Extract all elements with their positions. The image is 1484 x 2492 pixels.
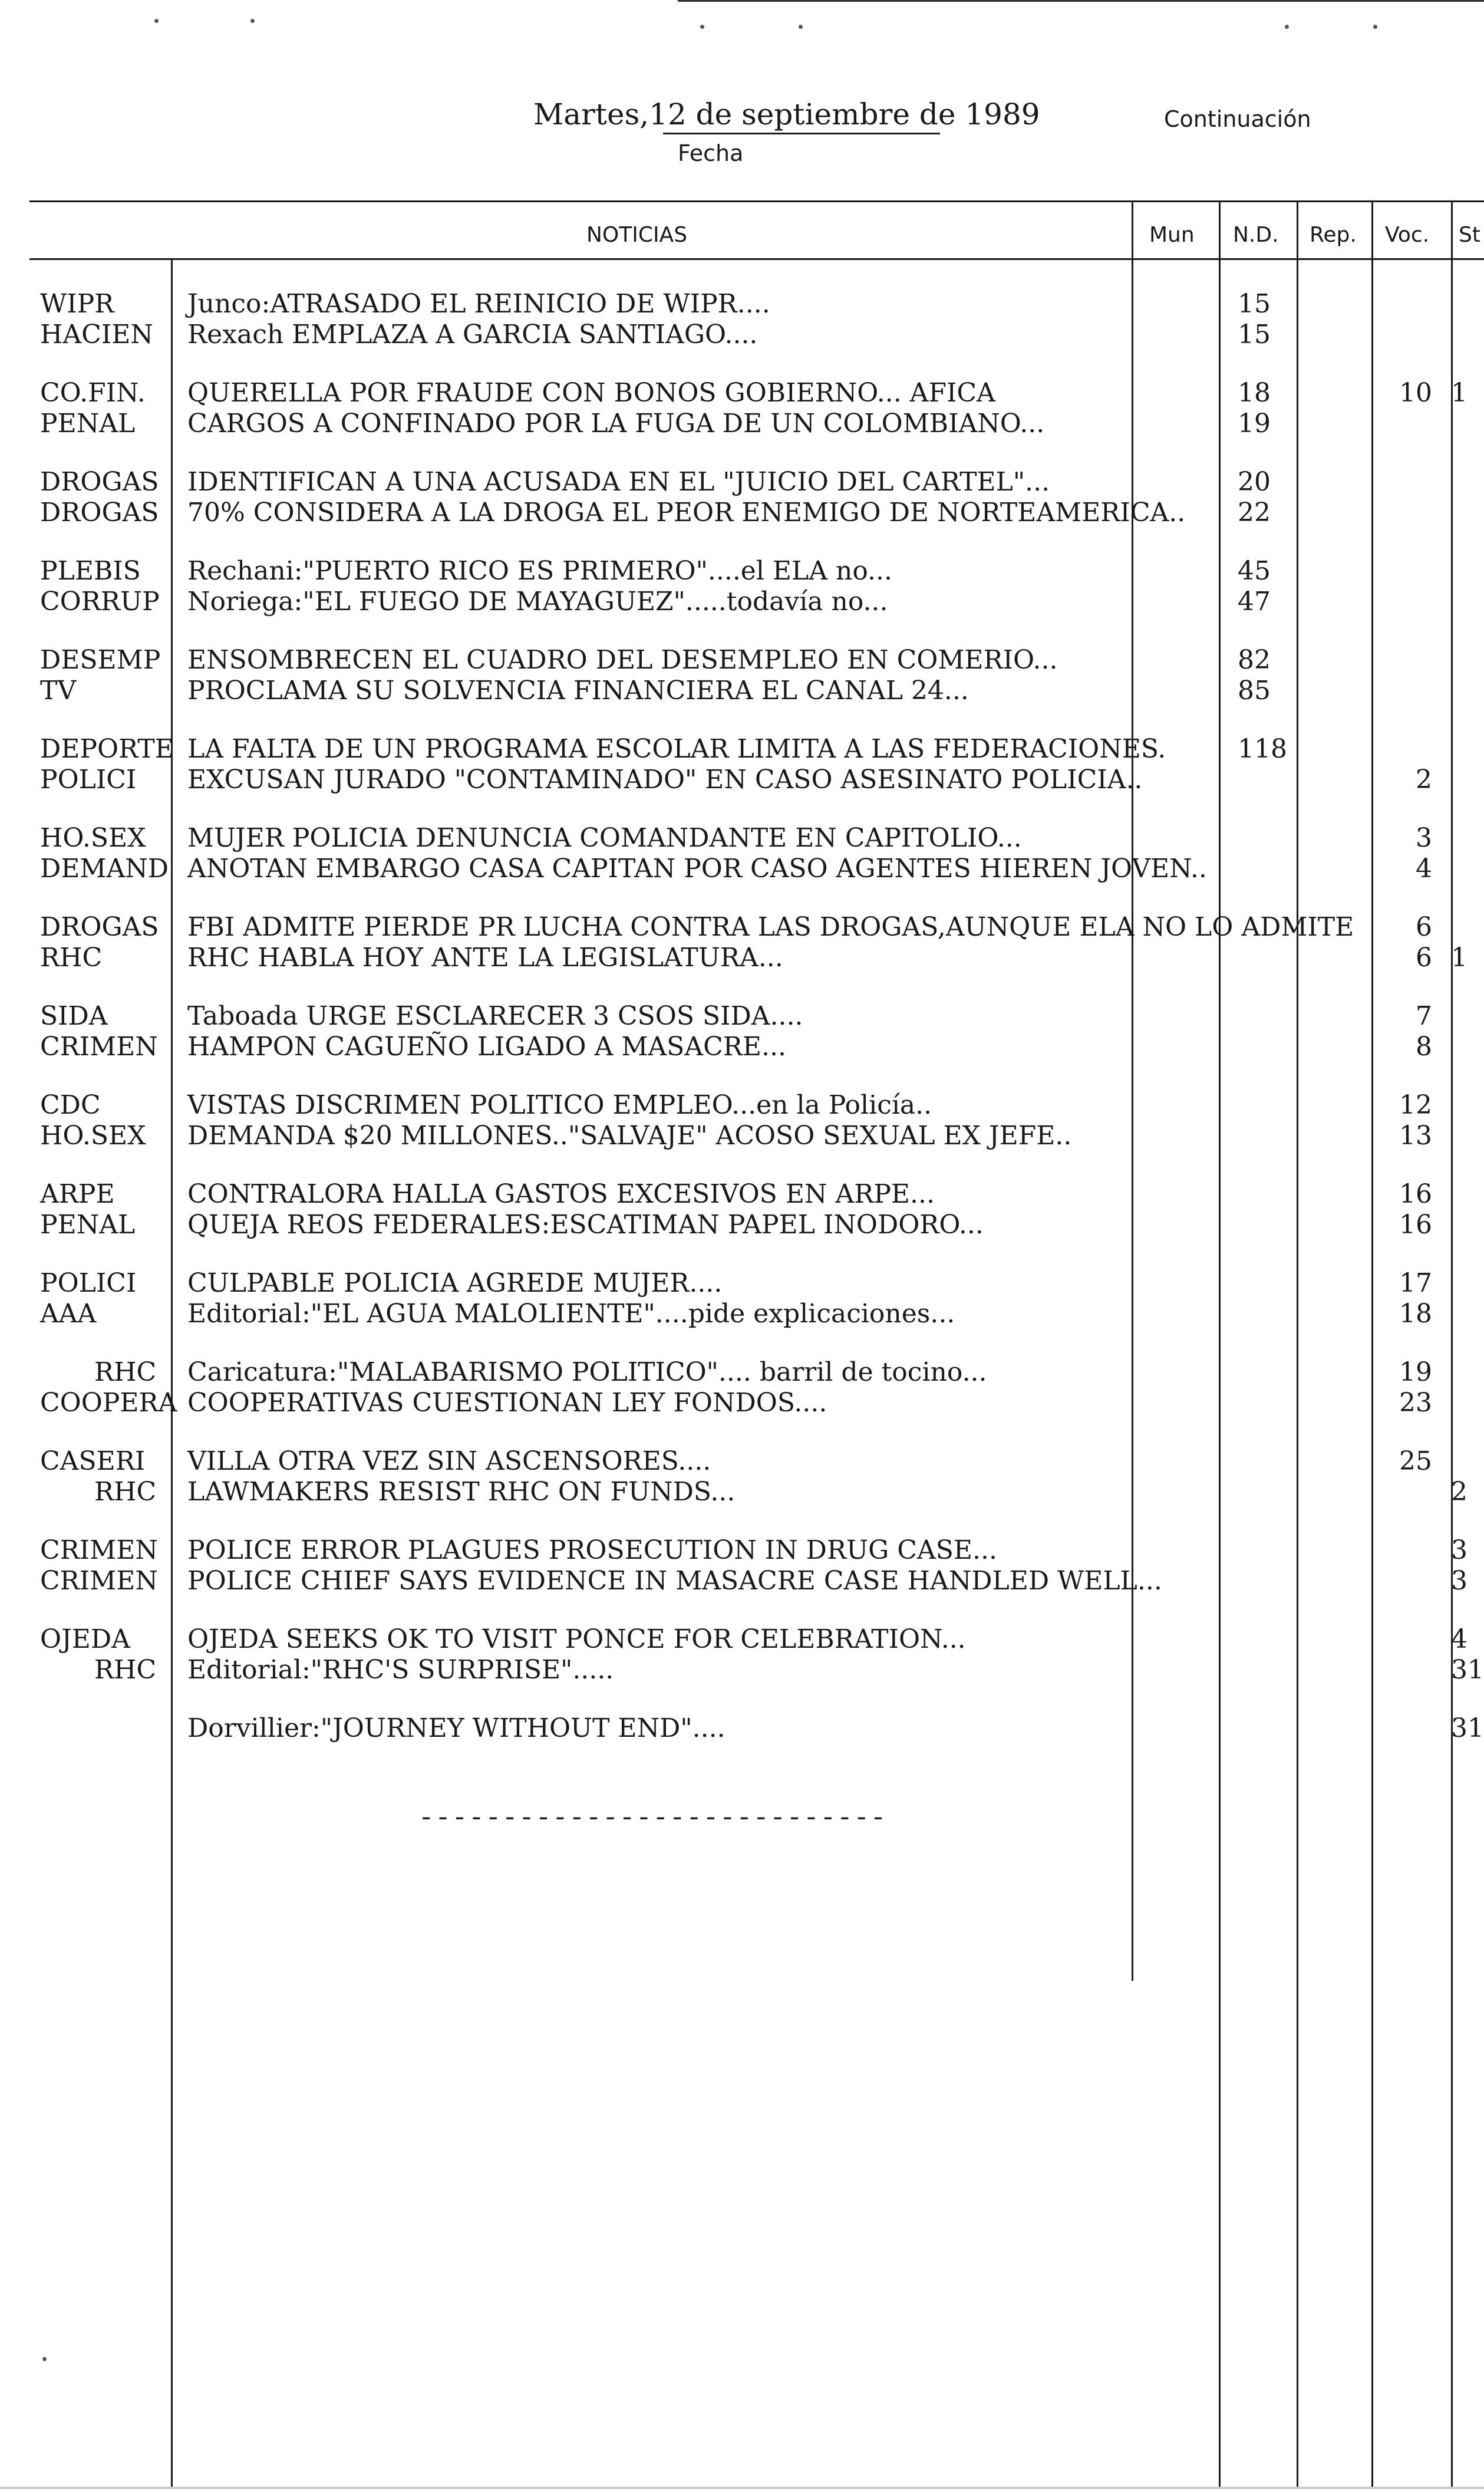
table-row (0, 1624, 1484, 1655)
row-headline: LA FALTA DE UN PROGRAMA ESCOLAR LIMITA A LAS FEDERACIONES. (187, 734, 1166, 764)
table-row (0, 645, 1484, 676)
row-category: PENAL (40, 1210, 136, 1240)
table-row (0, 1357, 1484, 1388)
row-headline: VILLA OTRA VEZ SIN ASCENSORES.... (187, 1446, 711, 1476)
row-category: CDC (40, 1090, 101, 1120)
row-headline: 70% CONSIDERA A LA DROGA EL PEOR ENEMIGO DE NORTEAMERICA.. (187, 498, 1186, 528)
row-voc-page: 17 (1399, 1268, 1432, 1298)
row-category: CASERI (40, 1446, 146, 1476)
row-nd-page: 47 (1238, 587, 1271, 617)
table-row (0, 1535, 1484, 1566)
table-row (0, 556, 1484, 587)
row-st-page: 31 (1451, 1713, 1484, 1743)
table-row (0, 1388, 1484, 1418)
table-row (0, 587, 1484, 617)
row-voc-page: 2 (1416, 765, 1432, 795)
table-row (0, 409, 1484, 439)
row-category: DEPORTE (40, 734, 174, 764)
row-st-page: 1 (1451, 378, 1467, 408)
row-category: WIPR (40, 289, 114, 319)
voc-column-divider (1371, 200, 1373, 2487)
row-headline: FBI ADMITE PIERDE PR LUCHA CONTRA LAS DROGAS,AUNQUE ELA NO LO ADMITE (187, 912, 1354, 942)
row-headline: CULPABLE POLICIA AGREDE MUJER.... (187, 1268, 723, 1298)
date-heading: Martes,12 de septiembre de 1989 (533, 97, 1040, 131)
scan-dot (799, 25, 803, 29)
row-voc-page: 8 (1416, 1032, 1432, 1062)
table-row (0, 1210, 1484, 1240)
row-headline: Editorial:"RHC'S SURPRISE"..... (187, 1655, 614, 1685)
row-nd-page: 118 (1238, 734, 1287, 764)
column-header-st: St (1459, 223, 1480, 247)
row-headline: OJEDA SEEKS OK TO VISIT PONCE FOR CELEBRATION... (187, 1624, 966, 1654)
row-headline: POLICE ERROR PLAGUES PROSECUTION IN DRUG CASE... (187, 1535, 997, 1565)
table-row (0, 854, 1484, 884)
row-category: DEMAND (40, 854, 169, 884)
column-header-mun: Mun (1149, 223, 1195, 247)
row-voc-page: 13 (1399, 1121, 1432, 1151)
row-headline: CONTRALORA HALLA GASTOS EXCESIVOS EN ARPE... (187, 1179, 935, 1209)
scan-dot (1373, 25, 1377, 29)
table-row (0, 378, 1484, 409)
row-category: CO.FIN. (40, 378, 146, 408)
row-headline: Noriega:"EL FUEGO DE MAYAGUEZ".....todavía no... (187, 587, 888, 617)
row-st-page: 31 (1451, 1655, 1484, 1685)
row-category: HO.SEX (40, 823, 146, 853)
scan-dot (154, 19, 159, 23)
row-category: OJEDA (40, 1624, 130, 1654)
row-st-page: 2 (1451, 1477, 1467, 1507)
row-category: DESEMP (40, 645, 161, 675)
row-headline: COOPERATIVAS CUESTIONAN LEY FONDOS.... (187, 1388, 827, 1418)
row-category: HACIEN (40, 320, 153, 350)
table-row (0, 320, 1484, 350)
row-headline: IDENTIFICAN A UNA ACUSADA EN EL "JUICIO DEL CARTEL"... (187, 467, 1050, 497)
table-row (0, 1299, 1484, 1329)
table-row (0, 1566, 1484, 1596)
row-headline: QUEJA REOS FEDERALES:ESCATIMAN PAPEL INODORO... (187, 1210, 984, 1240)
column-header-rep: Rep. (1310, 223, 1357, 247)
row-headline: MUJER POLICIA DENUNCIA COMANDANTE EN CAPITOLIO... (187, 823, 1022, 853)
row-st-page: 3 (1451, 1535, 1467, 1565)
table-header-rule (29, 258, 1484, 260)
row-headline: Rechani:"PUERTO RICO ES PRIMERO"....el ELA no... (187, 556, 893, 586)
scan-dot (42, 2357, 47, 2361)
row-category: CORRUP (40, 587, 160, 617)
row-headline: ENSOMBRECEN EL CUADRO DEL DESEMPLEO EN COMERIO... (187, 645, 1058, 675)
row-voc-page: 16 (1399, 1179, 1432, 1209)
row-voc-page: 16 (1399, 1210, 1432, 1240)
row-category: CRIMEN (40, 1535, 158, 1565)
row-nd-page: 82 (1238, 645, 1271, 675)
row-category: CRIMEN (40, 1032, 158, 1062)
row-category: TV (40, 676, 77, 706)
row-headline: QUERELLA POR FRAUDE CON BONOS GOBIERNO... AFICA (187, 378, 995, 408)
row-headline: Caricatura:"MALABARISMO POLITICO".... barril de tocino... (187, 1357, 987, 1387)
date-underline (663, 133, 940, 134)
row-headline: PROCLAMA SU SOLVENCIA FINANCIERA EL CANAL 24... (187, 676, 969, 706)
row-headline: LAWMAKERS RESIST RHC ON FUNDS... (187, 1477, 736, 1507)
row-headline: ANOTAN EMBARGO CASA CAPITAN POR CASO AGENTES HIEREN JOVEN.. (187, 854, 1207, 884)
row-voc-page: 4 (1416, 854, 1432, 884)
table-row (0, 1268, 1484, 1299)
row-headline: Rexach EMPLAZA A GARCIA SANTIAGO.... (187, 320, 758, 350)
table-row (0, 467, 1484, 498)
scan-dot (1285, 25, 1289, 29)
table-row (0, 1090, 1484, 1121)
row-nd-page: 20 (1238, 467, 1271, 497)
row-voc-page: 7 (1416, 1001, 1432, 1031)
row-voc-page: 18 (1399, 1299, 1432, 1329)
row-category: RHC (94, 1357, 157, 1387)
row-headline: HAMPON CAGUEÑO LIGADO A MASACRE... (187, 1032, 786, 1062)
row-category: DROGAS (40, 467, 159, 497)
row-headline: VISTAS DISCRIMEN POLITICO EMPLEO...en la Policía.. (187, 1090, 932, 1120)
table-top-rule (29, 200, 1484, 202)
table-row (0, 823, 1484, 854)
date-label: Fecha (678, 140, 744, 166)
row-category: DROGAS (40, 912, 159, 942)
row-voc-page: 6 (1416, 912, 1432, 942)
row-category: PLEBIS (40, 556, 141, 586)
row-voc-page: 25 (1399, 1446, 1432, 1476)
table-row (0, 1032, 1484, 1062)
row-headline: CARGOS A CONFINADO POR LA FUGA DE UN COLOMBIANO... (187, 409, 1045, 439)
row-nd-page: 45 (1238, 556, 1271, 586)
row-headline: RHC HABLA HOY ANTE LA LEGISLATURA... (187, 943, 783, 973)
rep-column-divider (1297, 200, 1298, 2487)
row-st-page: 4 (1451, 1624, 1467, 1654)
row-category: POLICI (40, 1268, 137, 1298)
row-voc-page: 10 (1399, 378, 1432, 408)
row-headline: EXCUSAN JURADO "CONTAMINADO" EN CASO ASESINATO POLICIA.. (187, 765, 1143, 795)
row-category: COOPERA (40, 1388, 177, 1418)
row-nd-page: 19 (1238, 409, 1271, 439)
table-row (0, 943, 1484, 973)
table-row (0, 1655, 1484, 1686)
row-nd-page: 15 (1238, 289, 1271, 319)
end-of-list-rule: ---------------------------- (418, 1804, 888, 1833)
row-headline: Junco:ATRASADO EL REINICIO DE WIPR.... (187, 289, 770, 319)
row-headline: POLICE CHIEF SAYS EVIDENCE IN MASACRE CASE HANDLED WELL... (187, 1566, 1162, 1596)
nd-column-divider (1219, 200, 1221, 2487)
table-row (0, 498, 1484, 528)
row-voc-page: 23 (1399, 1388, 1432, 1418)
table-row (0, 1713, 1484, 1744)
row-nd-page: 22 (1238, 498, 1271, 528)
row-category: CRIMEN (40, 1566, 158, 1596)
table-row (0, 1121, 1484, 1151)
table-row (0, 1001, 1484, 1032)
st-column-divider (1451, 200, 1453, 2487)
row-headline: Taboada URGE ESCLARECER 3 CSOS SIDA.... (187, 1001, 803, 1031)
row-voc-page: 3 (1416, 823, 1432, 853)
table-row (0, 912, 1484, 943)
row-category: RHC (94, 1477, 157, 1507)
page-bottom-edge (0, 2487, 1484, 2489)
table-row (0, 734, 1484, 765)
row-category: AAA (40, 1299, 97, 1329)
row-category: RHC (40, 943, 103, 973)
continuation-label: Continuación (1164, 106, 1311, 132)
table-row (0, 1179, 1484, 1210)
row-nd-page: 85 (1238, 676, 1271, 706)
row-voc-page: 12 (1399, 1090, 1432, 1120)
row-st-page: 3 (1451, 1566, 1467, 1596)
row-nd-page: 18 (1238, 378, 1271, 408)
row-category: POLICI (40, 765, 137, 795)
row-category: SIDA (40, 1001, 108, 1031)
row-category: HO.SEX (40, 1121, 146, 1151)
table-row (0, 289, 1484, 320)
row-category: ARPE (40, 1179, 115, 1209)
row-voc-page: 6 (1416, 943, 1432, 973)
scan-dot (700, 25, 704, 29)
table-row (0, 1446, 1484, 1477)
table-row (0, 676, 1484, 706)
row-nd-page: 15 (1238, 320, 1271, 350)
row-headline: DEMANDA $20 MILLONES.."SALVAJE" ACOSO SEXUAL EX JEFE.. (187, 1121, 1072, 1151)
table-row (0, 1477, 1484, 1507)
row-headline: Editorial:"EL AGUA MALOLIENTE"....pide explicaciones... (187, 1299, 955, 1329)
row-headline: Dorvillier:"JOURNEY WITHOUT END".... (187, 1713, 725, 1743)
scan-dot (250, 19, 255, 23)
top-rule (678, 0, 1484, 2)
row-category: PENAL (40, 409, 136, 439)
table-row (0, 765, 1484, 795)
row-category: RHC (94, 1655, 157, 1685)
column-header-nd: N.D. (1233, 223, 1279, 247)
column-header-noticias: NOTICIAS (586, 223, 688, 247)
row-category: DROGAS (40, 498, 159, 528)
row-st-page: 1 (1451, 943, 1467, 973)
column-header-voc: Voc. (1385, 223, 1430, 247)
row-voc-page: 19 (1399, 1357, 1432, 1387)
